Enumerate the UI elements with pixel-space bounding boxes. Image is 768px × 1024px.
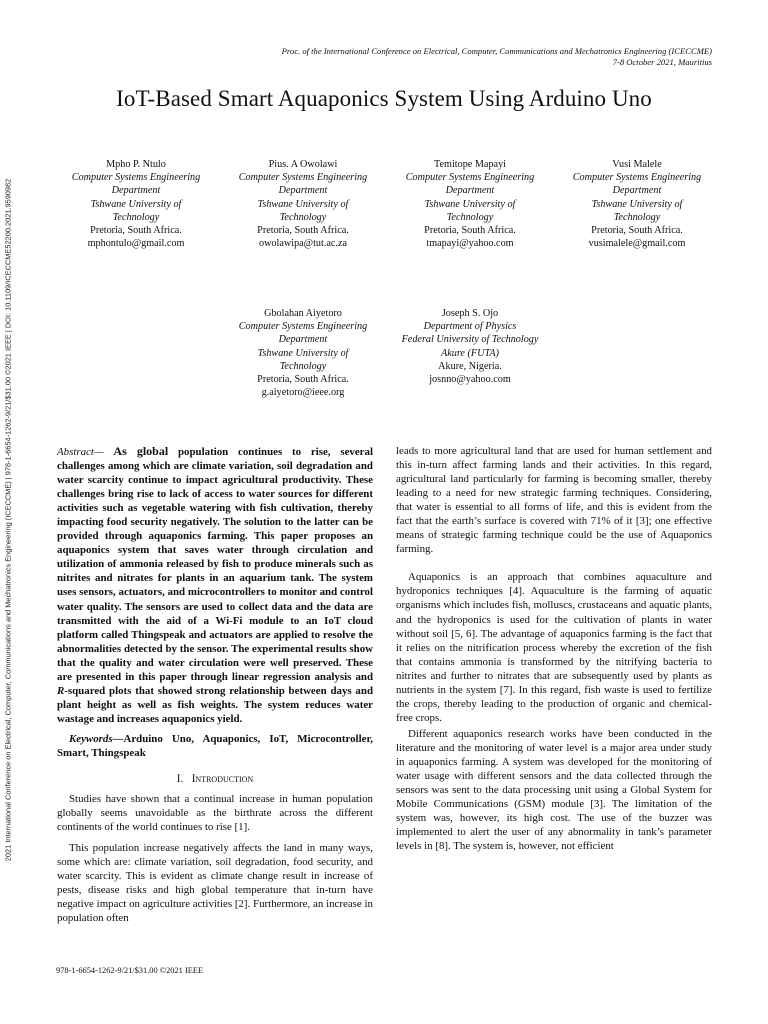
doi-sidebar-text: 2021 International Conference on Electrical, Computer, Communications and Mechatronics Engineering (ICECCME) | 978-1-6654-1262-9/21/$31.00 ©2021 IEEE | DOI: 10.1109/ICECCME52200.2021.9590982 [3, 178, 13, 862]
keywords-text: Arduino Uno, Aquaponics, IoT, Microcontroller, Smart, Thingspeak [57, 732, 373, 759]
author-name: Temitope Mapayi [434, 159, 506, 170]
author-university: Tshwane University of [591, 198, 683, 210]
author-email: mphontulo@gmail.com [87, 238, 185, 250]
abstract-text: population continues to rise, several challenges among which are climate variation, soil degradation and water scarcity continue to impact agricultural productivity. These challenges bring rise to lack of access to water sources for different activities such as vegetable watering with fish cultivation, thereby impacting food security negatively. The solution to the latter can be provided through aquaponics farming. This paper proposes an aquaponics system that saves water through circulation and utilization of ammonia released by fish to produce minerals such as nitrites and nitrates for plants in an aquarium tank. The system uses sensors, actuators, and microcontrollers to monitor and control water quality. The sensors are used to collect data and the data are transmitted with the aid of a Wi-Fi module to an IoT cloud platform called Thingspeak and actuators are applied to resolve the abnormalities detected by the sensor. The experimental results show that the quality and water circulation were well preserved. These are presented in this paper through linear regression analysis and [57, 446, 373, 683]
author-dept: Department [612, 185, 662, 197]
author-block [223, 158, 383, 250]
author-dept: Computer Systems Engineering [238, 321, 368, 333]
author-name: Joseph S. Ojo [441, 308, 499, 319]
keywords [57, 732, 373, 760]
author-email: vusimalele@gmail.com [588, 238, 686, 250]
body-paragraph: Aquaponics is an approach that combines aquaculture and hydroponics techniques [4]. Aquaculture is the farming of aquatic organisms which includes fish, molluscs, crustaceans and aquatic plants, and the hydroponics is used for the cultivation of plants in water without soil [5, 6]. The advantage of aquaponics farming is the fact that it relies on the nitrification process whereby the excretion of the fish that contains ammonia is transformed by the nitrifying bacteria to nitrites and further to nitrates that are subsequently used by plants as nutrients in the system [7]. In this regard, fish waste is used to fertilize the crops, thereby leading to the production of organic and chemical-free crops. [396, 571, 712, 724]
abstract-text-end: -squared plots that showed strong relationship between days and plant height as well as fish weights. The system reduces water wastage and increases aquaponics yield. [57, 684, 373, 725]
body-paragraph: This population increase negatively affects the land in many ways, some which are: climate variation, soil degradation, food security, and water scarcity. This is evident as climate change result in increase of pests, disease risks and high global temperature that in-turn have negative impact on agriculture activities [2]. Furthermore, an increase in population often [57, 842, 373, 925]
abstract-label: Abstract— [57, 446, 104, 458]
author-university: Tshwane University of [257, 347, 349, 359]
author-email: owolawipa@tut.ac.za [258, 238, 348, 250]
author-university: Technology [613, 211, 661, 223]
author-dept: Computer Systems Engineering [405, 172, 535, 184]
abstract [57, 444, 373, 726]
author-email: josnno@yahoo.com [429, 374, 511, 386]
author-university: Federal University of Technology [401, 334, 539, 346]
author-location: Pretoria, South Africa. [90, 225, 182, 237]
author-university: Tshwane University of [90, 198, 182, 210]
body-paragraph: Different aquaponics research works have been conducted in the literature and the monitoring of water level is a major area under study in aquaponics farming. A system was developed for the monitoring of water usage with different sensors and the data collected through the sensors was sent to the data processing unit using a Global System for Mobile Communications (GSM) module [3]. The limitation of the system was, however, its high cost. The use of the buzzer was implemented to alert the user of any abnormality in tank’s parameter levels in [8]. The system is, however, not efficient [396, 727, 712, 853]
author-dept: Department [445, 185, 495, 197]
section-title: Introduction [191, 773, 254, 786]
author-location: Pretoria, South Africa. [257, 225, 349, 237]
author-university: Tshwane University of [257, 198, 349, 210]
author-name: Vusi Malele [612, 159, 662, 170]
abstract-first-words: As global [113, 444, 169, 458]
conference-header-line2: 7-8 October 2021, Mauritius [612, 57, 712, 67]
body-paragraph: Studies have shown that a continual increase in human population globally seems unavoidable as the birthrate across the different continents of the world continues to rise [1]. [57, 793, 373, 834]
abstract-r-symbol: R [57, 684, 65, 697]
author-university: Technology [279, 211, 327, 223]
author-email: tmapayi@yahoo.com [426, 238, 514, 250]
section-number: I. [176, 773, 184, 786]
conference-header-line1: Proc. of the International Conference on Electrical, Computer, Communications and Mechatronics Engineering (ICECCME) [281, 46, 712, 56]
author-dept: Department [278, 334, 328, 346]
author-university: Technology [446, 211, 494, 223]
author-dept: Computer Systems Engineering [71, 172, 201, 184]
author-university: Technology [112, 211, 160, 223]
author-dept: Computer Systems Engineering [238, 172, 368, 184]
author-name: Pius. A Owolawi [268, 159, 338, 170]
author-block [388, 307, 552, 386]
author-dept: Department of Physics [423, 321, 517, 333]
author-dept: Computer Systems Engineering [572, 172, 702, 184]
author-location: Pretoria, South Africa. [591, 225, 683, 237]
doi-sidebar [2, 80, 14, 960]
right-column [396, 444, 712, 853]
paper-title: IoT-Based Smart Aquaponics System Using Arduino Uno [116, 86, 652, 111]
keywords-label: Keywords— [69, 732, 124, 745]
author-university: Akure (FUTA) [441, 347, 499, 359]
author-block [223, 307, 383, 399]
author-dept: Department [111, 185, 161, 197]
author-block [56, 158, 216, 250]
author-email: g.aiyetoro@ieee.org [261, 387, 345, 399]
author-dept: Department [278, 185, 328, 197]
author-university: Tshwane University of [424, 198, 516, 210]
author-block [557, 158, 717, 250]
author-block [390, 158, 550, 250]
body-paragraph: leads to more agricultural land that are used for human settlement and this in-turn affect farming lands and their activities. In this regard, agricultural land particularly for farming is becoming smaller, thereby leading to a need for new strategic farming techniques. Considering, that water is essential to all forms of life, and this is evident from the fact that the earth’s surface is covered with 71% of it [3]; one effective means of strategic farming technique could be the use of Aquaponics farming. [396, 445, 712, 556]
author-location: Pretoria, South Africa. [257, 374, 349, 386]
left-column [57, 444, 373, 926]
author-location: Pretoria, South Africa. [424, 225, 516, 237]
author-name: Mpho P. Ntulo [106, 159, 166, 170]
author-name: Gbolahan Aiyetoro [264, 308, 342, 319]
author-location: Akure, Nigeria. [438, 360, 502, 372]
section-heading [57, 772, 373, 786]
author-university: Technology [279, 360, 327, 372]
copyright-footer: 978-1-6654-1262-9/21/$31.00 ©2021 IEEE [56, 966, 204, 975]
